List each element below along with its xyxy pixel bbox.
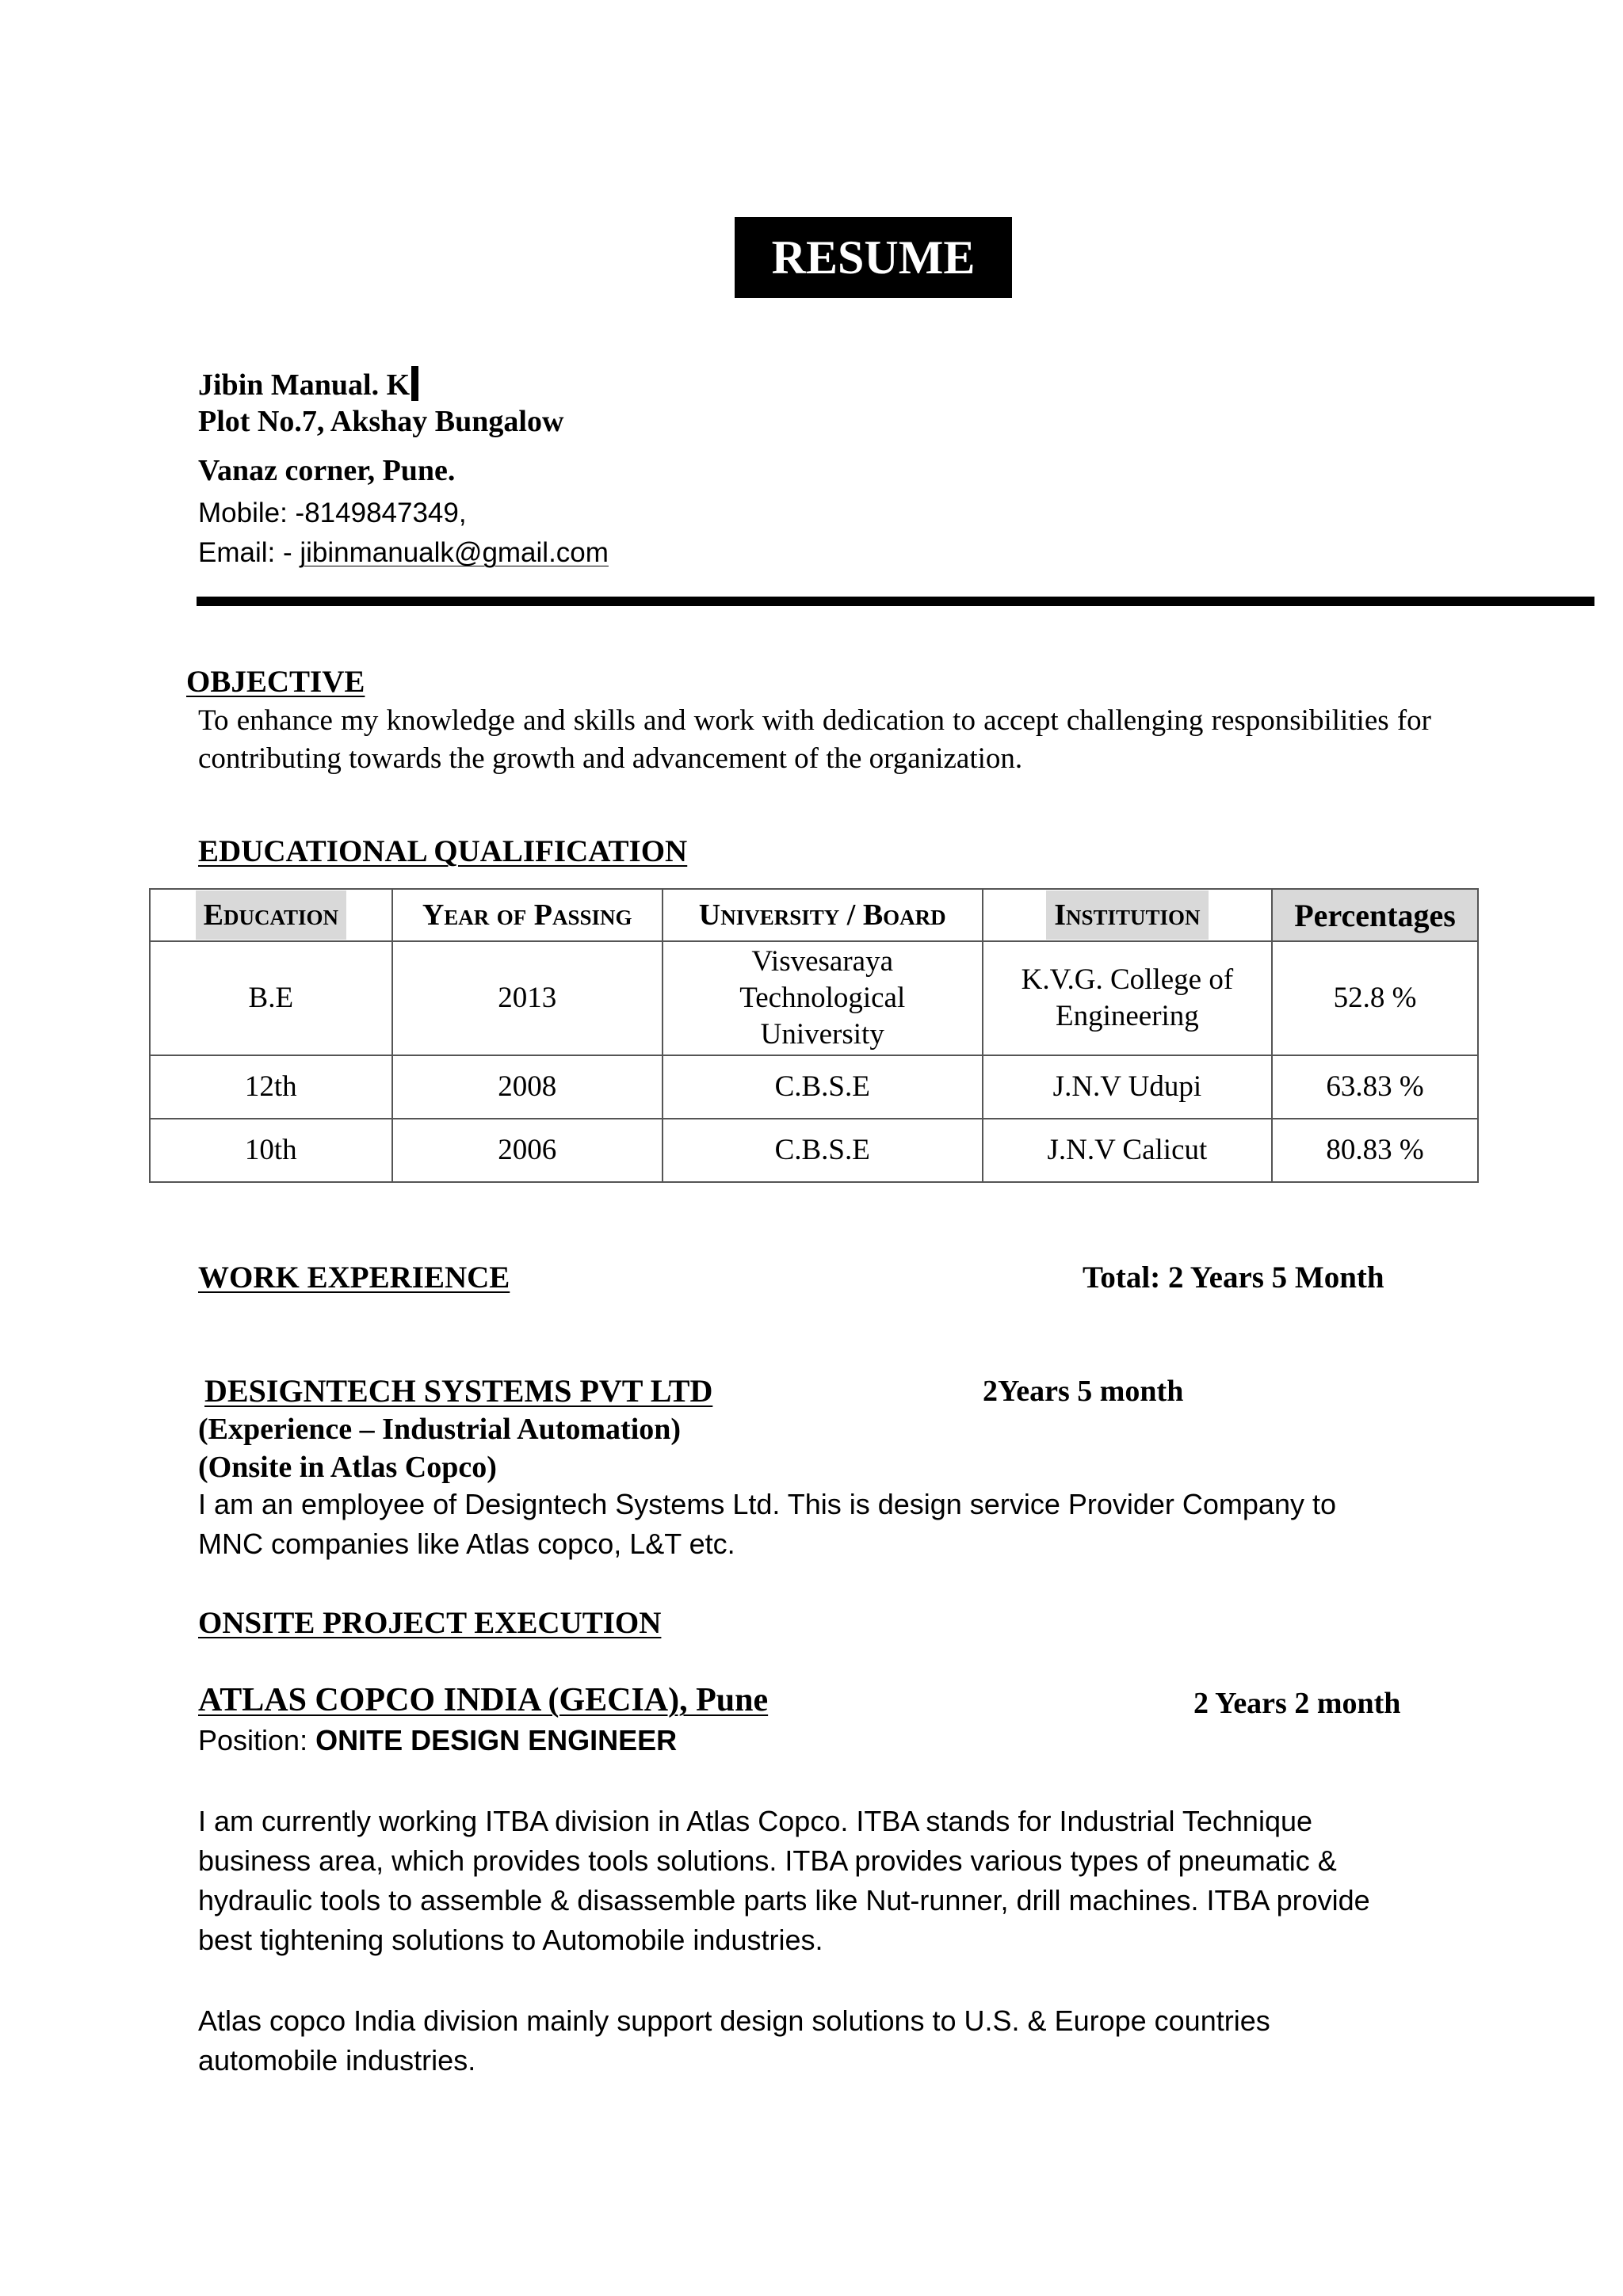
col-university: University / Board (663, 889, 983, 941)
education-table (149, 888, 1479, 1183)
cell-year: 2006 (392, 1119, 663, 1182)
contact-email-line (198, 537, 609, 569)
header-divider (197, 597, 1594, 606)
contact-name: Jibin Manual. K (198, 368, 411, 402)
position-line (198, 1721, 677, 1760)
objective-heading: OBJECTIVE (186, 665, 365, 699)
cell-year: 2013 (392, 941, 663, 1055)
cell-university: C.B.S.E (663, 1119, 983, 1182)
contact-address1: Plot No.7, Akshay Bungalow (198, 405, 564, 438)
work-description: I am an employee of Designtech Systems Ltd. This is design service Provider Company to MNC companies like Atlas copco, L&T etc. (198, 1488, 1336, 1560)
col-percentages: Percentages (1272, 889, 1478, 941)
col-institution: Institution (983, 889, 1273, 941)
company-name: DESIGNTECH SYSTEMS PVT LTD (204, 1373, 713, 1409)
table-row (150, 1119, 1478, 1182)
cell-institution: J.N.V Calicut (983, 1119, 1273, 1182)
contact-address2: Vanaz corner, Pune. (198, 454, 456, 487)
email-link[interactable]: jibinmanualk@gmail.com (300, 537, 609, 568)
cell-percentage: 80.83 % (1272, 1119, 1478, 1182)
col-education: Education (150, 889, 392, 941)
position-label: Position: (198, 1724, 316, 1756)
cell-education: 12th (150, 1055, 392, 1119)
cell-institution: J.N.V Udupi (983, 1055, 1273, 1119)
resume-title: RESUME (735, 217, 1012, 298)
cell-university: C.B.S.E (663, 1055, 983, 1119)
cell-education: 10th (150, 1119, 392, 1182)
cell-percentage: 63.83 % (1272, 1055, 1478, 1119)
text-cursor-mark (411, 366, 418, 401)
cell-year: 2008 (392, 1055, 663, 1119)
company-duration: 2Years 5 month (983, 1375, 1184, 1408)
onsite-paragraph-2: Atlas copco India division mainly support design solutions to U.S. & Europe countries automobile industries. (198, 2004, 1270, 2077)
contact-name-line (198, 366, 418, 402)
onsite-paragraph-1: I am currently working ITBA division in Atlas Copco. ITBA stands for Industrial Technique business area, which provides tools solutions. ITBA provides various types of pneumatic & hydraulic tools to assemble & disassemble parts like Nut-runner, drill machines. ITBA provide best tightening solutions to Automobile industries. (198, 1805, 1370, 1956)
education-heading: EDUCATIONAL QUALIFICATION (198, 834, 688, 868)
objective-text: To enhance my knowledge and skills and work with dedication to accept challenging responsibilities for contributing towards the growth and advancement of the organization. (198, 704, 1431, 775)
table-row (150, 941, 1478, 1055)
education-header-row (150, 889, 1478, 941)
contact-mobile: Mobile: -8149847349, (198, 498, 467, 528)
email-prefix: Email: - (198, 537, 300, 568)
onsite-heading: ONSITE PROJECT EXECUTION (198, 1606, 662, 1640)
client-name: ATLAS COPCO INDIA (GECIA), Pune (198, 1682, 769, 1718)
table-row (150, 1055, 1478, 1119)
cell-percentage: 52.8 % (1272, 941, 1478, 1055)
client-duration: 2 Years 2 month (1193, 1687, 1401, 1720)
cell-university: Visvesaraya Technological University (663, 941, 983, 1055)
cell-institution: K.V.G. College of Engineering (983, 941, 1273, 1055)
cell-education: B.E (150, 941, 392, 1055)
position-value: ONITE DESIGN ENGINEER (315, 1724, 678, 1756)
onsite-line: (Onsite in Atlas Copco) (198, 1451, 497, 1484)
col-year: Year of Passing (392, 889, 663, 941)
work-heading: WORK EXPERIENCE (198, 1261, 510, 1295)
work-total: Total: 2 Years 5 Month (1083, 1261, 1384, 1295)
experience-line: (Experience – Industrial Automation) (198, 1413, 682, 1446)
